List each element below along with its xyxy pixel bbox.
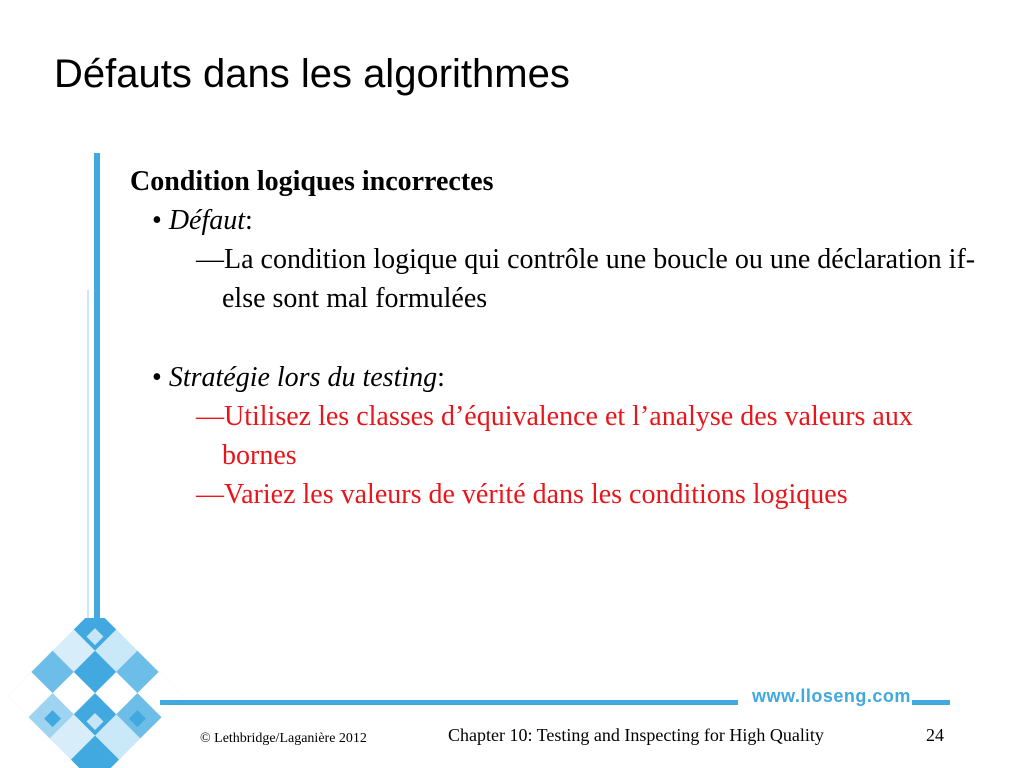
slide-body (130, 162, 990, 514)
sub-item-defaut-description (130, 240, 990, 318)
bullet-label: Défaut (168, 205, 246, 236)
bullet-marker: • (152, 205, 162, 236)
page-number: 24 (926, 725, 944, 745)
sub-text: Variez les valeurs de vérité dans les conditions logiques (224, 479, 848, 510)
bullet-colon: : (245, 205, 253, 236)
vertical-accent-bar (94, 153, 100, 693)
slide-title: Défauts dans les algorithmes (54, 52, 570, 96)
footer-accent-bar (160, 700, 738, 705)
sub-item-verite (130, 475, 990, 514)
footer-url: www.lloseng.com (752, 686, 911, 706)
sub-item-equivalence (130, 397, 990, 475)
bullet-marker: • (152, 362, 162, 393)
sub-dash: — (196, 401, 224, 432)
bullet-item-defaut (130, 201, 990, 240)
section-heading: Condition logiques incorrectes (130, 166, 494, 197)
sub-text: La condition logique qui contrôle une boucle ou une déclaration if-else sont mal formulées (222, 244, 976, 314)
sub-dash: — (196, 244, 224, 275)
footer-chapter-title: Chapter 10: Testing and Inspecting for High Quality (448, 725, 824, 745)
bullet-item-strategie (130, 358, 990, 397)
bullet-label: Stratégie lors du testing (168, 362, 438, 393)
sub-text: Utilisez les classes d’équivalence et l’analyse des valeurs aux bornes (222, 401, 913, 471)
bullet-colon: : (437, 362, 445, 393)
sub-dash: — (196, 479, 224, 510)
footer-copyright: © Lethbridge/Laganière 2012 (200, 731, 367, 746)
footer-accent-bar-end (912, 700, 950, 705)
spacer (130, 318, 990, 358)
decorative-mosaic-logo (0, 618, 190, 768)
